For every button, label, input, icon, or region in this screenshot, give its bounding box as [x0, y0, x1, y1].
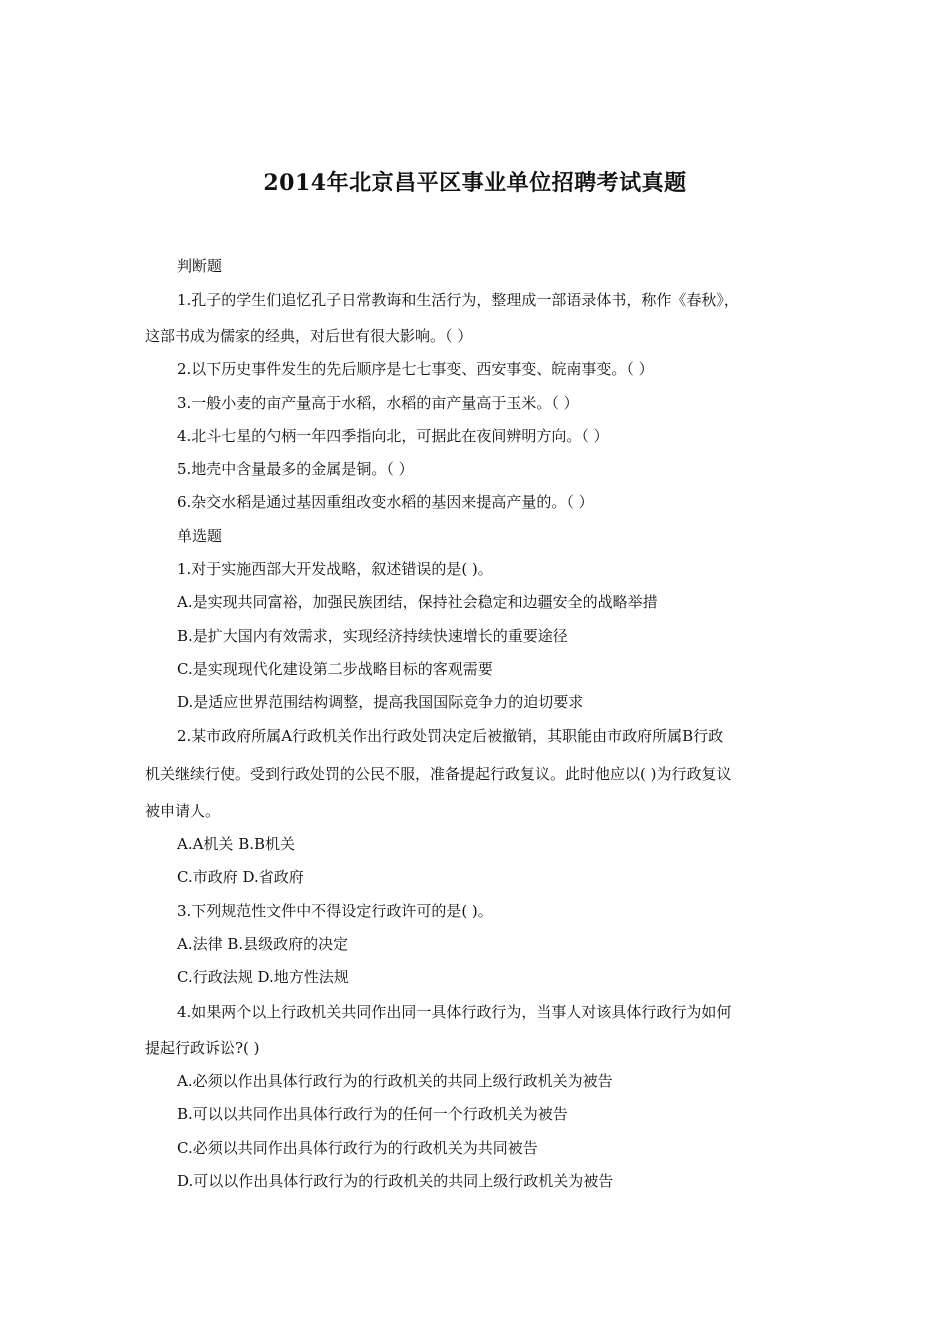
option-line: A.必须以作出具体行政行为的行政机关的共同上级行政机关为被告 — [177, 1072, 613, 1090]
section-heading-single-choice: 单选题 — [177, 527, 223, 545]
question-line: 机关继续行使。受到行政处罚的公民不服，准备提起行政复议。此时他应以( )为行政复议 — [145, 765, 732, 783]
question-line: 提起行政诉讼?( ) — [145, 1039, 260, 1057]
question-line: 这部书成为儒家的经典，对后世有很大影响。（ ） — [145, 327, 473, 345]
option-line: C.市政府 D.省政府 — [177, 868, 304, 886]
option-line: A.是实现共同富裕，加强民族团结，保持社会稳定和边疆安全的战略举措 — [177, 593, 658, 611]
question-line: 5.地壳中含量最多的金属是铜。（ ） — [177, 460, 414, 478]
option-line: D.可以以作出具体行政行为的行政机关的共同上级行政机关为被告 — [177, 1172, 614, 1190]
option-line: B.是扩大国内有效需求，实现经济持续快速增长的重要途径 — [177, 627, 568, 645]
question-line: 1.对于实施西部大开发战略，叙述错误的是( )。 — [177, 560, 493, 578]
option-line: D.是适应世界范围结构调整，提高我国国际竞争力的迫切要求 — [177, 693, 584, 711]
question-line: 被申请人。 — [145, 802, 221, 820]
question-line: 1.孔子的学生们追忆孔子日常教诲和生活行为，整理成一部语录体书，称作《春秋》， — [177, 291, 739, 309]
section-heading-true-false: 判断题 — [177, 257, 223, 275]
question-line: 3.下列规范性文件中不得设定行政许可的是( )。 — [177, 902, 493, 920]
question-line: 2.某市政府所属A行政机关作出行政处罚决定后被撤销，其职能由市政府所属B行政 — [177, 727, 724, 745]
option-line: C.必须以共同作出具体行政行为的行政机关为共同被告 — [177, 1139, 538, 1157]
option-line: A.法律 B.县级政府的决定 — [177, 935, 349, 953]
question-line: 6.杂交水稻是通过基因重组改变水稻的基因来提高产量的。（ ） — [177, 493, 594, 511]
question-line: 4.如果两个以上行政机关共同作出同一具体行政行为，当事人对该具体行政行为如何 — [177, 1003, 732, 1021]
option-line: A.A机关 B.B机关 — [177, 835, 296, 853]
page-title: 2014年北京昌平区事业单位招聘考试真题 — [263, 170, 687, 196]
option-line: C.是实现现代化建设第二步战略目标的客观需要 — [177, 660, 493, 678]
question-line: 4.北斗七星的勺柄一年四季指向北，可据此在夜间辨明方向。（ ） — [177, 427, 609, 445]
question-line: 3.一般小麦的亩产量高于水稻，水稻的亩产量高于玉米。（ ） — [177, 394, 579, 412]
option-line: C.行政法规 D.地方性法规 — [177, 968, 349, 986]
option-line: B.可以以共同作出具体行政行为的任何一个行政机关为被告 — [177, 1105, 568, 1123]
question-line: 2.以下历史事件发生的先后顺序是七七事变、西安事变、皖南事变。（ ） — [177, 360, 654, 378]
